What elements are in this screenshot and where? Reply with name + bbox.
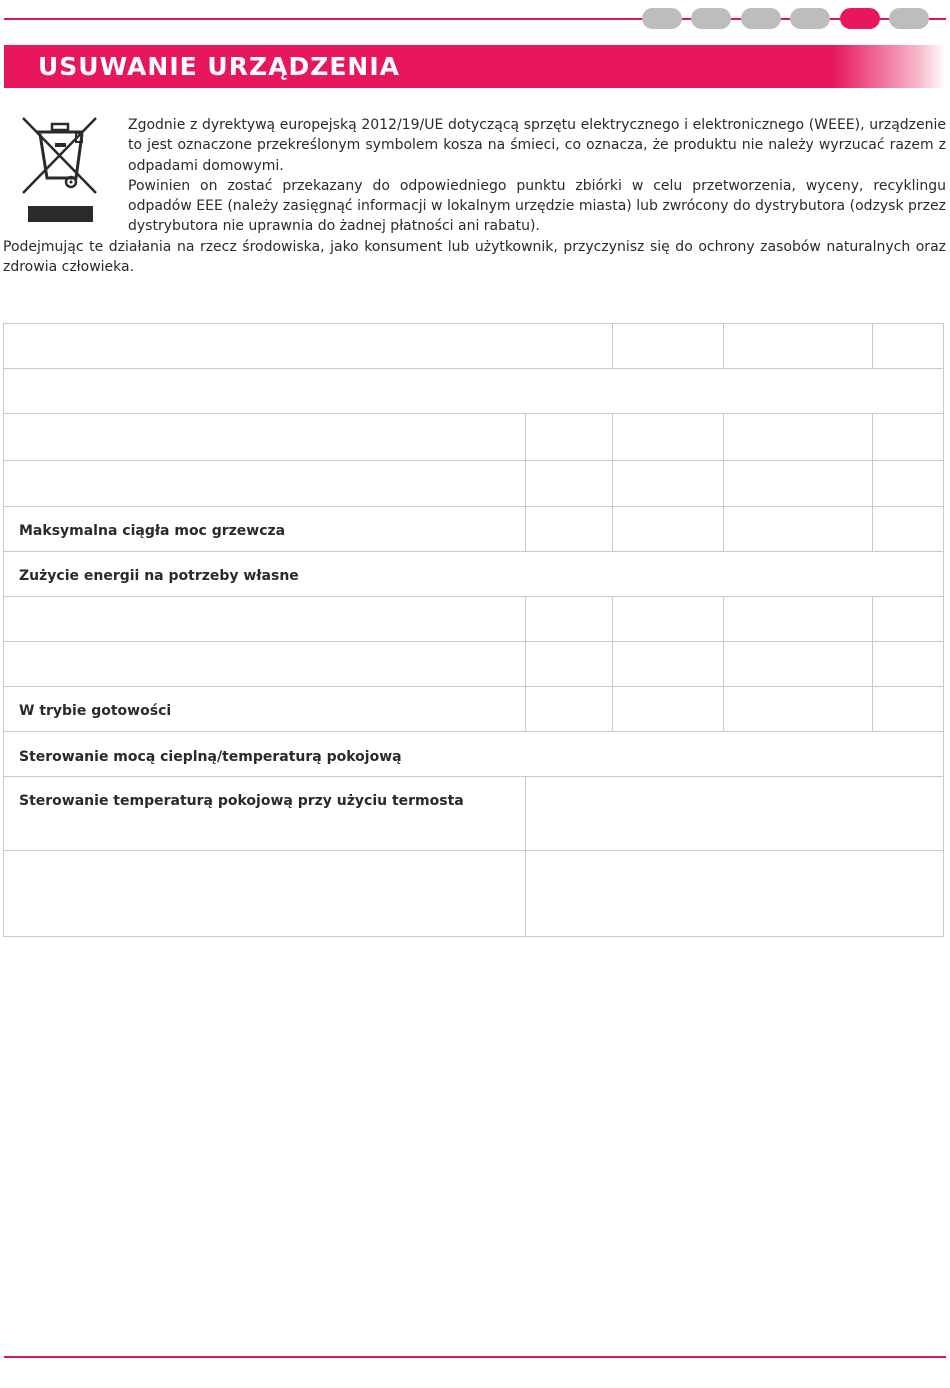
row-label-thermostat-control: Sterowanie temperaturą pokojową przy użyciu termosta bbox=[19, 793, 464, 809]
row-label-heat-control: Sterowanie mocą cieplną/temperaturą pokojową bbox=[19, 749, 402, 765]
table-cell bbox=[872, 642, 873, 686]
table-cell bbox=[525, 642, 526, 686]
table-row bbox=[4, 461, 943, 507]
crossed-out-wheelie-bin-icon bbox=[20, 116, 100, 224]
row-label-max-heat-output: Maksymalna ciągła moc grzewcza bbox=[19, 523, 286, 539]
nav-pill-1[interactable] bbox=[642, 8, 682, 29]
table-cell bbox=[525, 597, 526, 641]
intro-paragraph-1: Zgodnie z dyrektywą europejską 2012/19/UE dotyczącą sprzętu elektrycznego i elektronicznego (WEEE), urządzenie to jest oznaczone przekreślonym symbolem kosza na śmieci, co oznacza, że produktu nie należy wyrzucać razem z odpadami domowymi. bbox=[128, 117, 946, 174]
table-cell bbox=[872, 461, 873, 506]
table-cell bbox=[723, 507, 724, 551]
table-cell bbox=[525, 687, 526, 731]
table-row bbox=[4, 369, 943, 414]
table-cell bbox=[872, 507, 873, 551]
table-row bbox=[4, 552, 943, 597]
table-cell bbox=[612, 414, 613, 460]
table-cell bbox=[872, 687, 873, 731]
table-row bbox=[4, 732, 943, 777]
product-data-table bbox=[3, 323, 944, 937]
table-cell bbox=[525, 777, 526, 850]
table-cell bbox=[872, 324, 873, 368]
intro-paragraph-2: Powinien on zostać przekazany do odpowiedniego punktu zbiórki w celu przetworzenia, wyceny, recyklingu odpadów EEE (należy zasięgnąć informacji w lokalnym urzędzie miasta) lub zwrócony do dystrybutora (odzysk przez dystrybutora nie uprawnia do żadnej płatności ani rabatu). bbox=[128, 177, 946, 235]
table-cell bbox=[612, 324, 613, 368]
table-cell bbox=[612, 507, 613, 551]
table-row bbox=[4, 597, 943, 642]
section-title: USUWANIE URZĄDZENIA bbox=[38, 52, 400, 81]
table-row bbox=[4, 414, 943, 461]
bottom-rule bbox=[4, 1356, 946, 1358]
row-label-standby: W trybie gotowości bbox=[19, 703, 172, 719]
section-banner bbox=[4, 45, 946, 88]
table-row bbox=[4, 851, 943, 936]
intro-paragraph-3: Podejmując te działania na rzecz środowiska, jako konsument lub użytkownik, przyczynisz się do ochrony zasobów naturalnych oraz zdrowia człowieka. bbox=[3, 239, 946, 276]
table-cell bbox=[525, 461, 526, 506]
table-cell bbox=[525, 851, 526, 936]
weee-conclusion bbox=[3, 237, 946, 278]
table-cell bbox=[723, 461, 724, 506]
table-cell bbox=[612, 461, 613, 506]
table-cell bbox=[525, 507, 526, 551]
table-cell bbox=[612, 687, 613, 731]
table-cell bbox=[612, 597, 613, 641]
table-cell bbox=[525, 414, 526, 460]
nav-pill-6[interactable] bbox=[889, 8, 929, 29]
table-cell bbox=[872, 414, 873, 460]
table-cell bbox=[723, 687, 724, 731]
table-cell bbox=[723, 597, 724, 641]
weee-intro bbox=[128, 115, 946, 237]
nav-pill-3[interactable] bbox=[741, 8, 781, 29]
table-row bbox=[4, 777, 943, 851]
table-row bbox=[4, 324, 943, 369]
nav-pill-5-active[interactable] bbox=[840, 8, 880, 29]
table-cell bbox=[872, 597, 873, 641]
row-label-aux-consumption: Zużycie energii na potrzeby własne bbox=[19, 568, 299, 584]
table-row bbox=[4, 687, 943, 732]
table-row bbox=[4, 642, 943, 687]
table-cell bbox=[723, 642, 724, 686]
nav-pill-2[interactable] bbox=[691, 8, 731, 29]
nav-pill-4[interactable] bbox=[790, 8, 830, 29]
table-cell bbox=[723, 324, 724, 368]
table-cell bbox=[612, 642, 613, 686]
table-row bbox=[4, 507, 943, 552]
table-cell bbox=[723, 414, 724, 460]
